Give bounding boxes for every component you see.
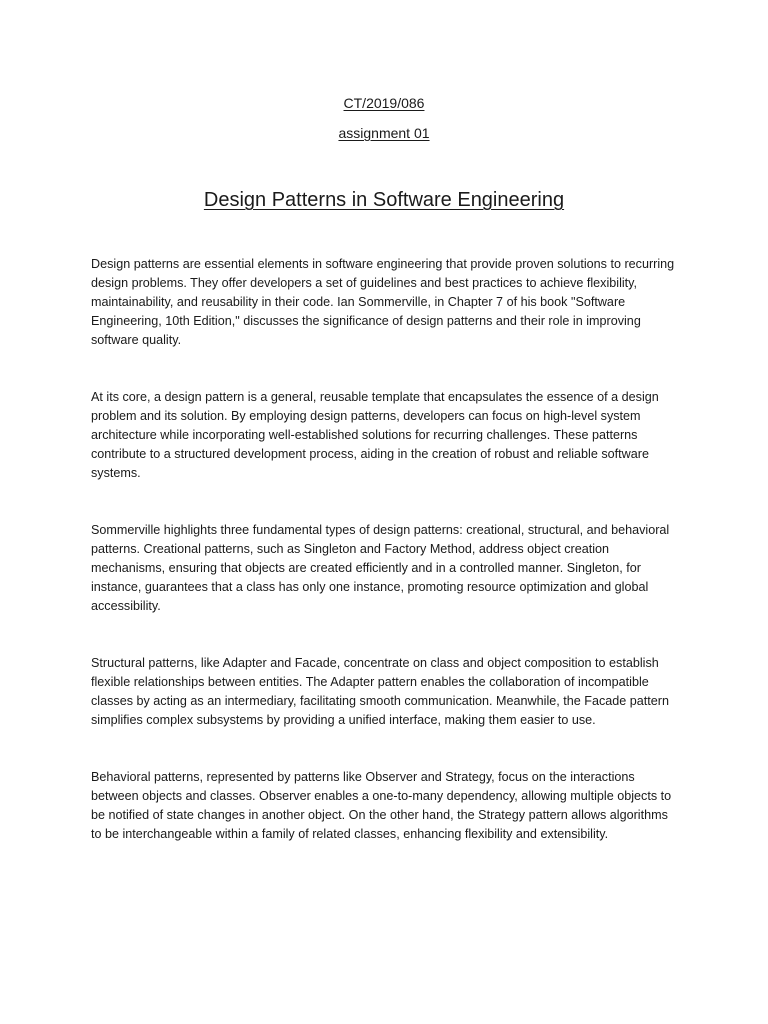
paragraph-behavioral: Behavioral patterns, represented by patterns like Observer and Strategy, focus on the interactions between objects and classes. Observer enables a one-to-many dependency, allowing multiple objects to be notified of state changes in another object. On the other hand, the Strategy pattern allows algorithms to be interchangeable within a family of related classes, enhancing flexibility and extensibility.: [91, 770, 672, 841]
paragraph-types: Sommerville highlights three fundamental types of design patterns: creational, structural, and behavioral patterns. Creational patterns, such as Singleton and Factory Method, address object creation mechanisms, ensuring that objects are created efficiently and in a controlled manner. Singleton, for instance, guarantees that a class has only one instance, promoting resource optimization and global accessibility.: [91, 523, 670, 613]
paragraph-intro: Design patterns are essential elements in software engineering that provide proven solutions to recurring design problems. They offer developers a set of guidelines and best practices to achieve flexibility, maintainability, and reusability in their code. Ian Sommerville, in Chapter 7 of his book "Software Engineering, 10th Edition," discusses the significance of design patterns and their role in improving software quality.: [91, 257, 675, 347]
document-title: [0, 187, 768, 213]
student-id-heading: [0, 94, 768, 112]
paragraph-core: At its core, a design pattern is a general, reusable template that encapsulates the essence of a design problem and its solution. By employing design patterns, developers can focus on high-level system architecture while incorporating well-established solutions for recurring challenges. These patterns contribute to a structured development process, aiding in the creation of robust and reliable software systems.: [91, 390, 659, 480]
assignment-text: assignment 01: [338, 125, 430, 141]
document-title-text: Design Patterns in Software Engineering: [203, 189, 565, 211]
assignment-heading: [0, 124, 768, 142]
student-id-text: CT/2019/086: [343, 95, 425, 111]
paragraph-structural: Structural patterns, like Adapter and Facade, concentrate on class and object composition to establish flexible relationships between entities. The Adapter pattern enables the collaboration of incompatible classes by acting as an intermediary, facilitating smooth communication. Meanwhile, the Facade pattern simplifies complex subsystems by providing a unified interface, making them easier to use.: [91, 656, 669, 727]
